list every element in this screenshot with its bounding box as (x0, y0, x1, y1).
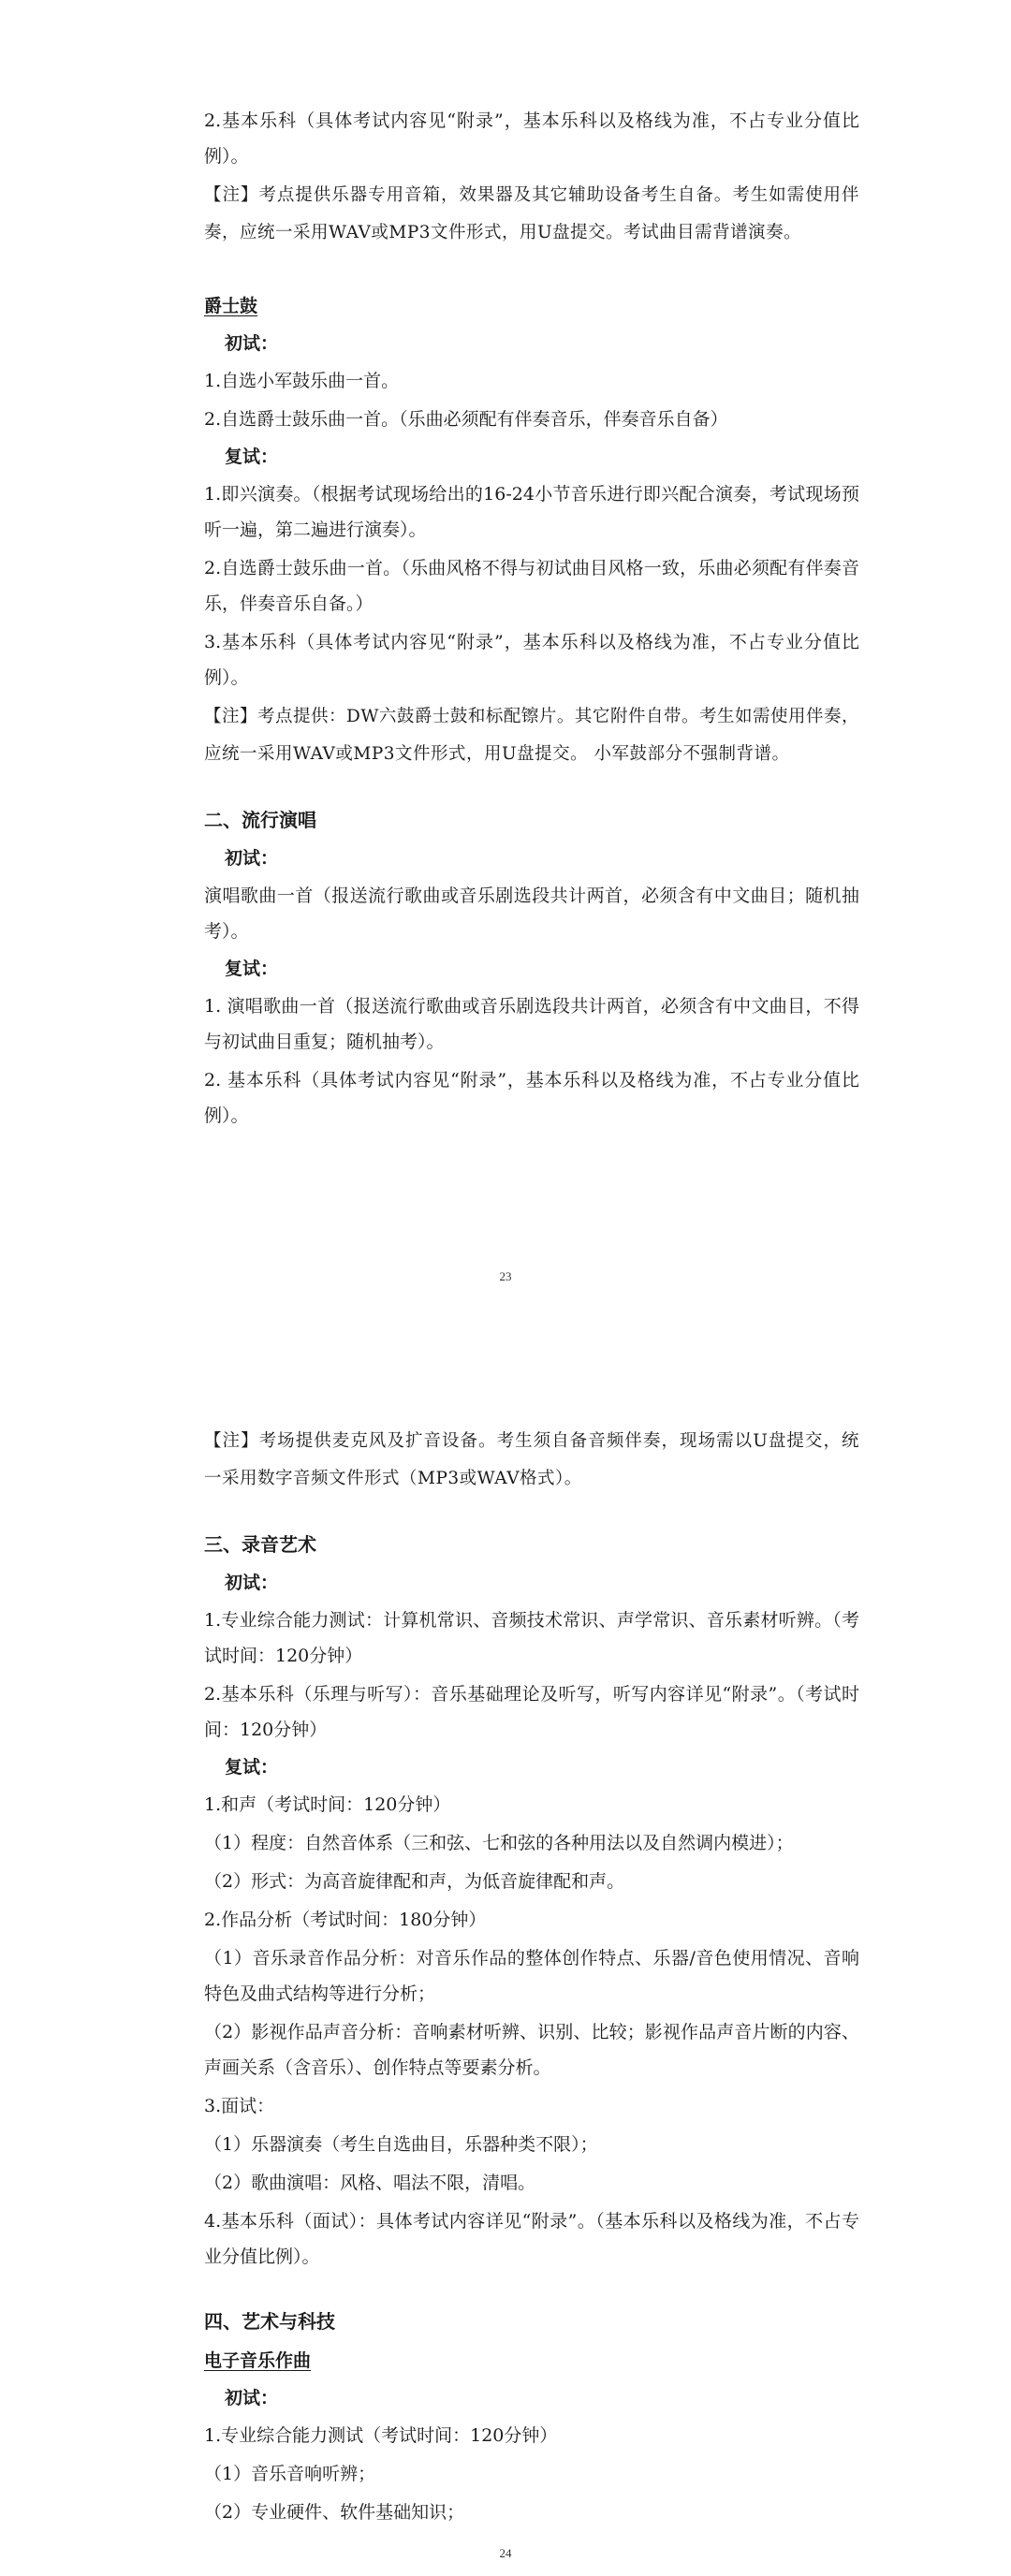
jazz-initial-item-1: 1.自选小军鼓乐曲一首。 (204, 371, 400, 391)
spacer (204, 255, 859, 288)
page-24-content (204, 1423, 859, 2533)
note-instrument-equipment: 【注】考点提供乐器专用音箱，效果器及其它辅助设备考生自备。考生如需使用伴奏，应统一采用WAV或MP3文件形式，用U盘提交。考试曲目需背谱演奏。 (204, 185, 859, 242)
rec-retest-item-2a: （1）音乐录音作品分析：对音乐作品的整体创作特点、乐器/音色使用情况、音响特色及曲式结构等进行分析； (204, 1948, 859, 2004)
section-recording-art-title: 三、录音艺术 (204, 1533, 316, 1556)
rec-retest-item-4: 4.基本乐科（面试）：具体考试内容详见“附录”。（基本乐科以及格线为准，不占专业分值比例）。 (204, 2211, 859, 2267)
jazz-initial-label: 初试： (225, 333, 279, 354)
rec-retest-item-1a: （1）程度：自然音体系（三和弦、七和弦的各种用法以及自然调内模进）； (204, 1833, 794, 1853)
section-art-tech-title: 四、艺术与科技 (204, 2310, 335, 2333)
emc-initial-item-1: 1.专业综合能力测试（考试时间：120分钟） (204, 2425, 558, 2446)
spacer (204, 776, 859, 802)
jazz-retest-item-2: 2.自选爵士鼓乐曲一首。（乐曲风格不得与初试曲目风格一致，乐曲必须配有伴奏音乐，伴奏音乐自备。） (204, 558, 859, 614)
jazz-retest-item-3: 3.基本乐科（具体考试内容见“附录”，基本乐科以及格线为准，不占专业分值比例）。 (204, 632, 859, 688)
page-number: 24 (499, 2546, 512, 2560)
section-pop-singing-title: 二、流行演唱 (204, 809, 316, 831)
pop-retest-item-1: 1. 演唱歌曲一首（报送流行歌曲或音乐剧选段共计两首，必须含有中文曲目，不得与初试曲目重复；随机抽考）。 (204, 996, 859, 1052)
jazz-initial-item-2: 2.自选爵士鼓乐曲一首。（乐曲必须配有伴奏音乐，伴奏音乐自备） (204, 409, 728, 430)
note-jazz-drum-equipment: 【注】考点提供：DW六鼓爵士鼓和标配镲片。其它附件自带。考生如需使用伴奏，应统一采用WAV或MP3文件形式，用U盘提交。 小军鼓部分不强制背谱。 (204, 707, 859, 764)
emc-initial-item-1a: （1）音乐音响听辨； (204, 2464, 376, 2484)
note-microphone-equipment: 【注】考场提供麦克风及扩音设备。考生须自备音频伴奏，现场需以U盘提交，统一采用数字音频文件形式（MP3或WAV格式）。 (204, 1431, 859, 1488)
emc-initial-item-1b: （2）专业硬件、软件基础知识； (204, 2502, 465, 2523)
paragraph-basic-music-1: 2.基本乐科（具体考试内容见“附录”，基本乐科以及格线为准，不占专业分值比例）。 (204, 110, 859, 167)
pop-retest-item-2: 2. 基本乐科（具体考试内容见“附录”，基本乐科以及格线为准，不占专业分值比例）。 (204, 1070, 859, 1126)
rec-initial-item-2: 2.基本乐科（乐理与听写）：音乐基础理论及听写，听写内容详见“附录”。（考试时间：120分钟） (204, 1684, 859, 1740)
section-jazz-drum-title: 爵士鼓 (204, 296, 258, 316)
spacer (204, 1500, 859, 1527)
rec-retest-item-1: 1.和声（考试时间：120分钟） (204, 1794, 451, 1815)
pop-initial-item-1: 演唱歌曲一首（报送流行歌曲或音乐剧选段共计两首，必须含有中文曲目；随机抽考）。 (204, 886, 859, 942)
page-23-content (204, 103, 859, 1136)
rec-retest-item-2: 2.作品分析（考试时间：180分钟） (204, 1910, 487, 1930)
rec-retest-item-3b: （2）歌曲演唱：风格、唱法不限，清唱。 (204, 2173, 536, 2193)
rec-initial-item-1: 1.专业综合能力测试：计算机常识、音频技术常识、声学常识、音乐素材听辨。（考试时间：120分钟） (204, 1610, 859, 1666)
rec-retest-item-2b: （2）影视作品声音分析：音响素材听辨、识别、比较；影视作品声音片断的内容、声画关系（含音乐）、创作特点等要素分析。 (204, 2022, 859, 2078)
rec-retest-label: 复试： (225, 1757, 279, 1778)
pop-initial-label: 初试： (225, 848, 279, 869)
rec-initial-label: 初试： (225, 1573, 279, 1593)
spacer (204, 2277, 859, 2304)
subsection-electronic-music-title: 电子音乐作曲 (204, 2350, 312, 2371)
emc-initial-label: 初试： (225, 2388, 279, 2408)
rec-retest-item-1b: （2）形式：为高音旋律配和声，为低音旋律配和声。 (204, 1871, 625, 1892)
document-page-24 (0, 1310, 1011, 2576)
pop-retest-label: 复试： (225, 959, 279, 979)
page-number: 23 (499, 1269, 512, 1283)
rec-retest-item-3: 3.面试： (204, 2096, 275, 2116)
jazz-retest-item-1: 1.即兴演奏。（根据考试现场给出的16-24小节音乐进行即兴配合演奏，考试现场预听一遍，第二遍进行演奏）。 (204, 484, 859, 540)
rec-retest-item-3a: （1）乐器演奏（考生自选曲目，乐器种类不限）； (204, 2134, 598, 2155)
jazz-retest-label: 复试： (225, 446, 279, 467)
